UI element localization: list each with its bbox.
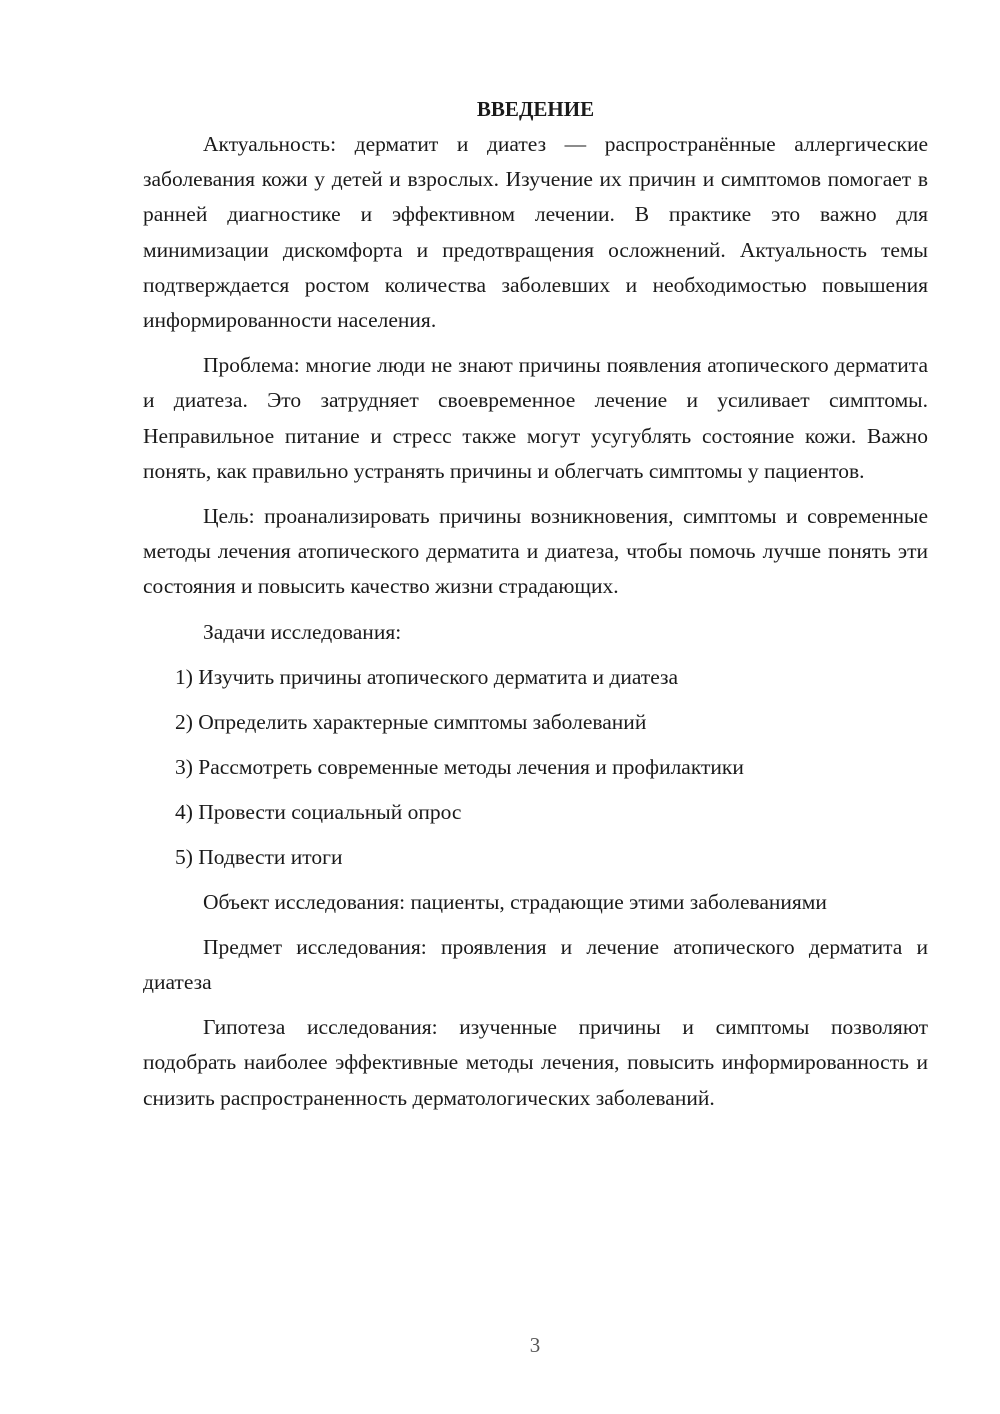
problem-paragraph: Проблема: многие люди не знают причины появления атопического дерматита и диатеза. Это затрудняет своевременное лечение и усиливает симптомы. Неправильное питание и стресс также могут усугублять состояние кожи. Важно понять, как правильно устранять причины и облегчать симптомы у пациентов. bbox=[143, 353, 928, 483]
object-paragraph: Объект исследования: пациенты, страдающие этими заболеваниями bbox=[203, 889, 827, 914]
tasks-list bbox=[143, 660, 928, 875]
task-item: 3) Рассмотреть современные методы лечения и профилактики bbox=[175, 754, 744, 779]
tasks-heading: Задачи исследования: bbox=[203, 619, 402, 644]
document-page bbox=[143, 92, 928, 1126]
hypothesis-paragraph: Гипотеза исследования: изученные причины и симптомы позволяют подобрать наиболее эффективные методы лечения, повысить информированность и снизить распространенность дерматологических заболеваний. bbox=[143, 1015, 928, 1110]
task-item: 1) Изучить причины атопического дерматита и диатеза bbox=[175, 664, 679, 689]
section-title: ВВЕДЕНИЕ bbox=[476, 97, 595, 121]
task-item: 2) Определить характерные симптомы заболеваний bbox=[175, 709, 647, 734]
page-number: 3 bbox=[529, 1333, 541, 1357]
relevance-paragraph: Актуальность: дерматит и диатез — распространённые аллергические заболевания кожи у детей и взрослых. Изучение их причин и симптомов помогает в ранней диагностике и эффективном лечении. В практике это важно для минимизации дискомфорта и предотвращения осложнений. Актуальность темы подтверждается ростом количества заболевших и необходимостью повышения информированности населения. bbox=[143, 132, 928, 333]
subject-paragraph: Предмет исследования: проявления и лечение атопического дерматита и диатеза bbox=[143, 934, 928, 995]
task-item: 5) Подвести итоги bbox=[175, 844, 343, 869]
goal-paragraph: Цель: проанализировать причины возникновения, симптомы и современные методы лечения атопического дерматита и диатеза, чтобы помочь лучше понять эти состояния и повысить качество жизни страдающих. bbox=[143, 504, 928, 599]
task-item: 4) Провести социальный опрос bbox=[175, 799, 462, 824]
